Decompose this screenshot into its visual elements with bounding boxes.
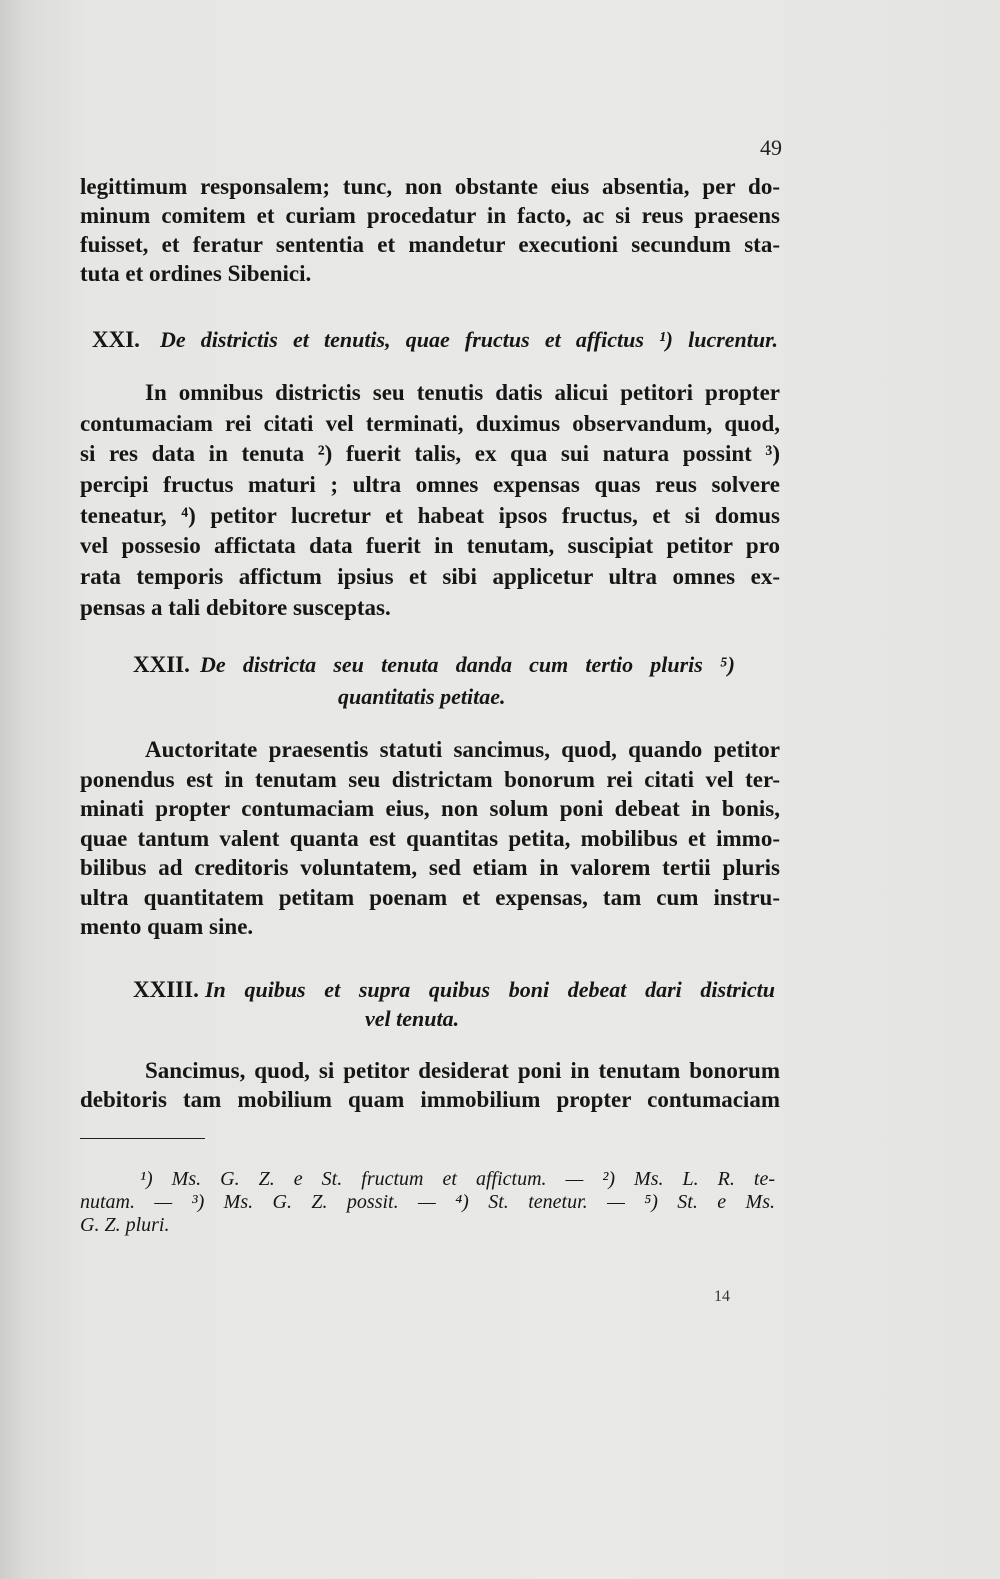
section-title: De districta seu tenuta danda cum tertio pluris ⁵) bbox=[200, 652, 735, 677]
section-number: XXII. bbox=[133, 652, 190, 677]
section-heading-continuation bbox=[80, 683, 780, 711]
section-heading-continuation bbox=[80, 1005, 780, 1033]
paragraph-line: debitoris tam mobilium quam immobilium propter contumaciam bbox=[80, 1087, 780, 1112]
paragraph-line: fuisset, et feratur sententia et mandetur executioni secundum sta- bbox=[80, 232, 780, 257]
footnote-line: ¹) Ms. G. Z. e St. fructum et affictum. — ²) Ms. L. R. te- bbox=[140, 1168, 775, 1190]
footnote-divider bbox=[80, 1138, 205, 1139]
paragraph-line: minati propter contumaciam eius, non solum poni debeat in bonis, bbox=[80, 796, 780, 821]
paragraph-line: Sancimus, quod, si petitor desiderat poni in tenutam bonorum bbox=[145, 1058, 780, 1083]
paragraph-line: mento quam sine. bbox=[80, 914, 254, 939]
paragraph-line: Auctoritate praesentis statuti sancimus, quod, quando petitor bbox=[145, 737, 780, 762]
paragraph-line: legittimum responsalem; tunc, non obstante eius absentia, per do- bbox=[80, 174, 780, 199]
section-title-line: quantitatis petitae. bbox=[338, 684, 506, 709]
paragraph-line: ultra quantitatem petitam poenam et expensas, tam cum instru- bbox=[80, 884, 780, 910]
section-number: XXI. bbox=[92, 327, 140, 352]
section-heading bbox=[80, 651, 780, 679]
paragraph-line: contumaciam rei citati vel terminati, duximus observandum, quod, bbox=[80, 410, 780, 436]
paragraph-line: quae tantum valent quanta est quantitas petita, mobilibus et immo- bbox=[80, 825, 780, 851]
continued-paragraph bbox=[80, 172, 780, 288]
page-number: 49 bbox=[760, 135, 782, 160]
section-title: In quibus et supra quibus boni debeat dari districtu bbox=[205, 977, 775, 1002]
paragraph-line: In omnibus districtis seu tenutis datis alicui petitori propter bbox=[145, 380, 780, 405]
footnotes bbox=[80, 1168, 775, 1237]
section-number: XXIII. bbox=[133, 977, 199, 1002]
paragraph-line: minum comitem et curiam procedatur in facto, ac si reus praesens bbox=[80, 203, 780, 228]
paragraph-line: tuta et ordines Sibenici. bbox=[80, 261, 312, 286]
paragraph-line: pensas a tali debitore susceptas. bbox=[80, 594, 391, 620]
section-title: De districtis et tenutis, quae fructus et affictus ¹) lucrentur. bbox=[160, 327, 778, 352]
section-title-line: vel tenuta. bbox=[365, 1006, 460, 1031]
paragraph-line: rata temporis affictum ipsius et sibi applicetur ultra omnes ex- bbox=[80, 564, 780, 590]
section-paragraph bbox=[80, 378, 780, 624]
section-paragraph bbox=[80, 735, 780, 942]
section-heading bbox=[80, 326, 780, 354]
paragraph-line: vel possesio affictata data fuerit in tenutam, suscipiat petitor pro bbox=[80, 533, 780, 559]
signature-mark: 14 bbox=[714, 1288, 730, 1305]
paragraph-line: teneatur, ⁴) petitor lucretur et habeat ipsos fructus, et si domus bbox=[80, 502, 780, 528]
footnote-line: nutam. — ³) Ms. G. Z. possit. — ⁴) St. tenetur. — ⁵) St. e Ms. bbox=[80, 1191, 775, 1213]
section-heading bbox=[80, 976, 780, 1004]
paragraph-line: percipi fructus maturi ; ultra omnes expensas quas reus solvere bbox=[80, 472, 780, 498]
footnote-line: G. Z. pluri. bbox=[80, 1214, 170, 1236]
paragraph-line: si res data in tenuta ²) fuerit talis, ex qua sui natura possint ³) bbox=[80, 441, 780, 467]
paragraph-line: bilibus ad creditoris voluntatem, sed etiam in valorem tertii pluris bbox=[80, 855, 780, 880]
paragraph-line: ponendus est in tenutam seu districtam bonorum rei citati vel ter- bbox=[80, 766, 780, 792]
section-paragraph bbox=[80, 1056, 780, 1114]
